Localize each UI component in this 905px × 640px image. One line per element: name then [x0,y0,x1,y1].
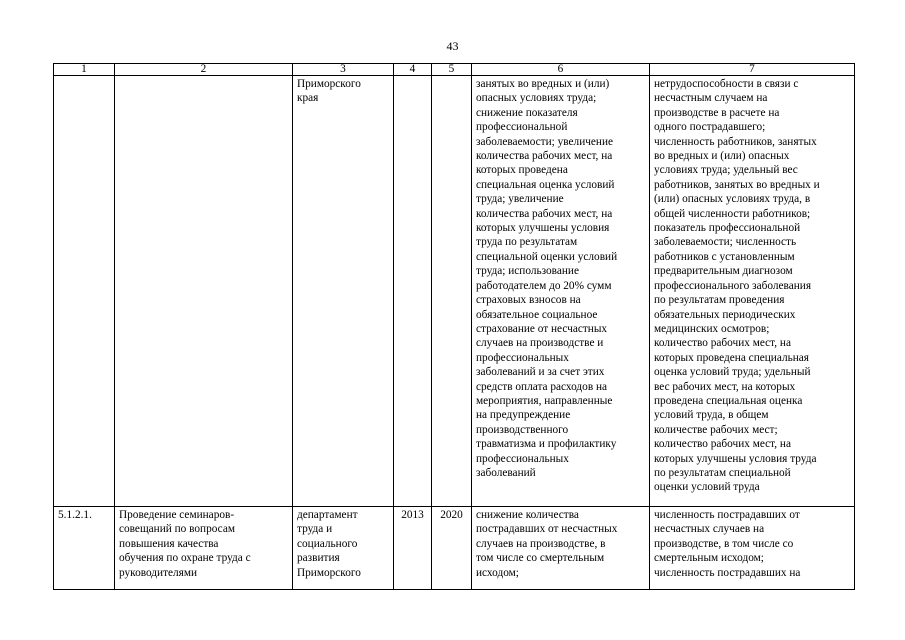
cell-text-line: края [297,92,319,105]
cell-text-line: совещаний по вопросам [119,523,235,536]
cell-text-line: по результатам проведения [654,294,785,307]
cell-text-line: производственного [476,423,569,436]
cell-text-line: труда и [297,523,333,536]
cell-text-line: показатель профессиональной [654,222,801,235]
executor-cell [293,76,394,507]
cell-text-line: во вредных и (или) опасных [654,150,790,163]
cell-text-line: по результатам специальной [654,466,791,479]
header-cell: 7 [650,64,855,76]
cell-text-line: страховых взносов на [476,294,581,307]
cell-text-line: численность работников, занятых [654,135,817,148]
cell-text-line: специальная оценка условий [476,178,615,191]
header-cell: 1 [54,64,115,76]
cell-text-line: одного пострадавшего; [654,121,766,134]
cell-text-line: проведена специальная оценка [654,394,803,407]
cell-text-line: профессиональных [476,351,569,364]
cell-text-line: труда; использование [476,265,579,278]
cell-text-line: условий труда, в общем [654,409,769,422]
cell-text-line: занятых во вредных и (или) [476,78,610,90]
cell-text-line: производстве в расчете на [654,106,780,119]
cell-text-line: исходом; [476,566,519,579]
cell-text-line: Приморского [297,78,361,90]
cell-text-line: развития [297,552,340,565]
expected-result-cell [472,76,650,507]
cell-text-line: случаев на производстве, в [476,537,606,550]
cell-text-line: средств оплата расходов на [476,380,608,393]
cell-text-line: снижение показателя [476,106,578,119]
cell-text-line: работников с установленным [654,250,795,263]
cell-text-line: случаев на производстве и [476,337,604,350]
end-year-cell [432,76,472,507]
cell-text-line: вес рабочих мест, на которых [654,380,796,393]
cell-text-line: обучения по охране труда с [119,552,251,565]
cell-text-line: количество рабочих мест, на [654,438,791,451]
cell-text-line: несчастных случаев на [654,523,765,536]
cell-text-line: 5.1.2.1. [58,509,92,521]
cell-text-line: том числе со смертельным [476,552,605,565]
cell-text-line: профессиональных [476,452,569,465]
cell-text-line: количество рабочих мест, на [654,337,791,350]
cell-text-line: повышения качества [119,537,219,550]
cell-text-line: специальной оценки условий [476,250,618,263]
cell-text-line: которых проведена специальная [654,351,810,364]
cell-text-line: которых улучшены условия труда [654,452,817,465]
header-cell: 5 [432,64,472,76]
cell-text-line: заболеваний и за счет этих [476,366,605,379]
cell-text-line: которых улучшены условия [476,222,610,235]
cell-text-line: производстве, в том числе со [654,537,794,550]
cell-text-line: численность пострадавших от [654,509,800,521]
cell-text-line: условиях труда; удельный вес [654,164,798,177]
header-cell: 4 [394,64,432,76]
cell-text-line: смертельным исходом; [654,552,764,565]
measures-table [53,63,855,590]
cell-text-line: несчастным случаем на [654,92,768,105]
cell-text-line: медицинских осмотров; [654,322,770,335]
cell-text-line: руководителями [119,566,198,579]
expected-result-cell [472,507,650,590]
cell-text-line: труда; увеличение [476,193,564,206]
cell-text-line: Приморского [297,566,361,579]
cell-text-line: Проведение семинаров- [119,509,235,521]
header-cell: 3 [293,64,394,76]
item-number-cell [54,76,115,507]
indicator-cell [650,76,855,507]
cell-text-line: департамент [297,509,358,521]
cell-text-line: снижение количества [476,509,579,521]
cell-text-line: травматизма и профилактику [476,438,617,451]
cell-text-line: нетрудоспособности в связи с [654,78,799,90]
item-number-cell [54,507,115,590]
table-row [54,507,855,590]
cell-text-line: работодателем до 20% сумм [476,279,612,292]
cell-text-line: оценки условий труда [654,481,760,494]
table-row [54,76,855,507]
cell-text-line: мероприятия, направленные [476,394,613,407]
cell-text-line: численность пострадавших на [654,566,801,579]
cell-text-line: количества рабочих мест, на [476,150,613,163]
header-cell: 2 [115,64,293,76]
end-year-cell: 2020 [432,507,472,590]
cell-text-line: общей численности работников; [654,207,811,220]
measure-name-cell [115,76,293,507]
cell-text-line: количестве рабочих мест; [654,423,778,436]
cell-text-line: заболеваний [476,466,536,479]
cell-text-line: на предупреждение [476,409,571,422]
measure-name-cell [115,507,293,590]
start-year-cell [394,76,432,507]
cell-text-line: которых проведена [476,164,568,177]
cell-text-line: опасных условиях труда; [476,92,597,105]
cell-text-line: профессионального заболевания [654,279,812,292]
executor-cell [293,507,394,590]
cell-text-line: заболеваемости; увеличение [476,135,614,148]
cell-text-line: работников, занятых во вредных и [654,178,820,191]
cell-text-line: заболеваемости; численность [654,236,797,249]
cell-text-line: труда по результатам [476,236,578,249]
indicator-cell [650,507,855,590]
cell-text-line: количества рабочих мест, на [476,207,613,220]
start-year-cell: 2013 [394,507,432,590]
cell-text-line: оценка условий труда; удельный [654,366,811,379]
cell-text-line: предварительным диагнозом [654,265,793,278]
header-cell: 6 [472,64,650,76]
cell-text-line: пострадавших от несчастных [476,523,618,536]
page-number: 43 [446,39,459,53]
cell-text-line: социального [297,537,358,550]
cell-text-line: профессиональной [476,121,568,134]
cell-text-line: страхование от несчастных [476,322,608,335]
cell-text-line: обязательных периодических [654,308,796,321]
cell-text-line: (или) опасных условиях труда, в [654,193,811,206]
column-number-row [54,64,855,76]
cell-text-line: обязательное социальное [476,308,598,321]
